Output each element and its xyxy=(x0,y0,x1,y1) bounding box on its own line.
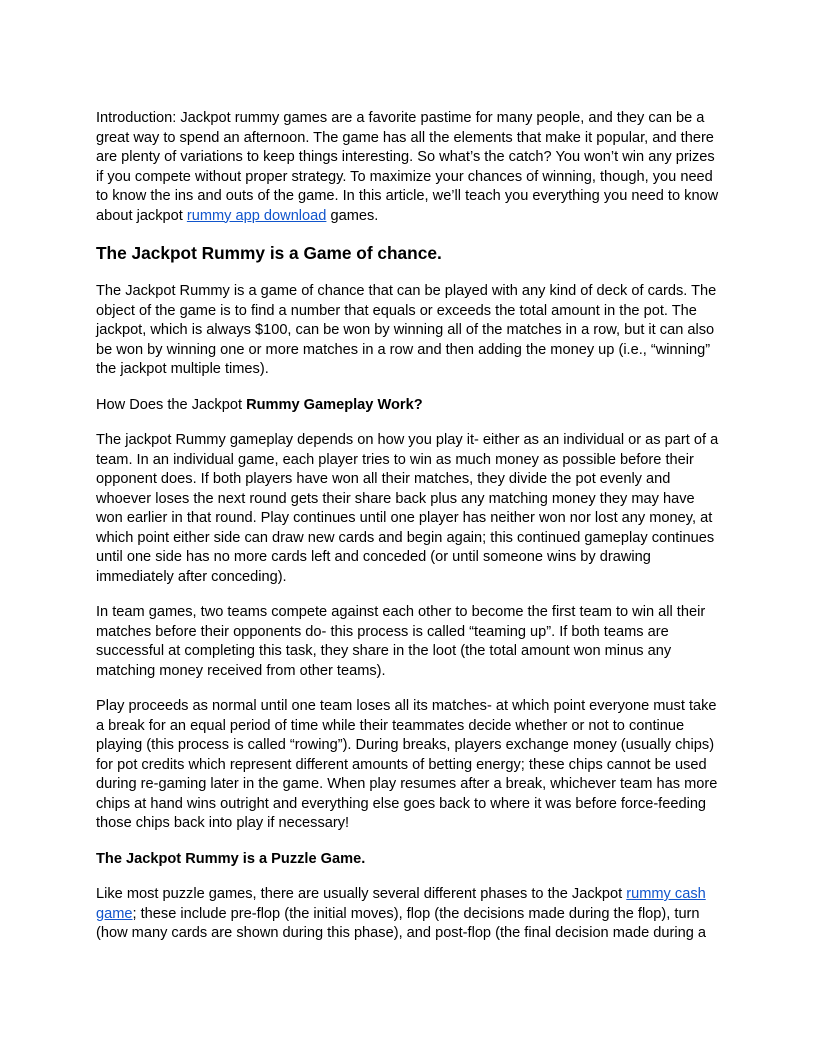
intro-paragraph xyxy=(96,109,720,226)
gameplay-paragraph: The jackpot Rummy gameplay depends on how you play it- either as an individual or as part of a team. In an individual game, each player tries to win as much money as possible before their opponent does. If both players have won all their matches, they divide the pot evenly and whoever loses the next round gets their share back plus any matching money they may have won earlier in that round. Play continues until one player has neither won nor lost any money, at which point either side can draw new cards and begin again; this continued gameplay continues until one side has no more cards left and conceded (or until someone wins by drawing immediately after conceding). xyxy=(96,432,719,585)
rummy-app-download-link[interactable]: rummy app download xyxy=(186,207,327,224)
puzzle-text-end: ; these include pre-flop (the initial moves), flop (the decisions made during the flop), turn (how many cards are shown during this phase), and post-flop (the final decision made during a xyxy=(96,905,707,941)
puzzle-paragraph xyxy=(96,885,720,944)
play-paragraph: Play proceeds as normal until one team loses all its matches- at which point everyone must take a break for an equal period of time while their teammates decide whether or not to continue playing (this process is called “rowing”). During breaks, players exchange money (usually chips) for pot credits which represent different amounts of betting energy; these chips cannot be used during re-gaming later in the game. When play resumes after a break, whichever team has more chips at hand wins outright and everything else goes back to where it was before force-feeding those chips back into play if necessary! xyxy=(96,698,718,831)
rummy-cash-game-link[interactable]: rummy cash game xyxy=(96,886,706,922)
gameplay-subheading-bold: Rummy Gameplay Work? xyxy=(246,396,423,413)
intro-text: Introduction: Jackpot rummy games are a favorite pastime for many people, and they can be a great way to spend an afternoon. The game has all the elements that make it popular, and there are plenty of variations to keep things interesting. So what’s the catch? You won’t win any prizes if you compete without proper strategy. To maximize your chances of winning, though, you need to know the ins and outs of the game. In this article, we’ll teach you everything you need to know about jackpot xyxy=(96,110,719,224)
team-paragraph: In team games, two teams compete against each other to become the first team to win all their matches before their opponents do- this process is called “teaming up”. If both teams are successful at completing this task, they share in the loot (the total amount won minus any matching money received from other teams). xyxy=(96,604,706,679)
gameplay-subheading-plain: How Does the Jackpot xyxy=(96,396,247,413)
gameplay-subheading xyxy=(96,396,720,416)
intro-text-end: games. xyxy=(326,207,379,224)
chance-paragraph: The Jackpot Rummy is a game of chance that can be played with any kind of deck of cards. The object of the game is to find a number that equals or exceeds the total amount in the pot. The jackpot, which is always $100, can be won by winning all of the matches in a row, but it can also be won by winning one or more matches in a row and then adding the money up (i.e., “winning” the jackpot multiple times). xyxy=(96,283,717,377)
puzzle-text: Like most puzzle games, there are usually several different phases to the Jackpot xyxy=(96,886,627,902)
section-heading-chance: The Jackpot Rummy is a Game of chance. xyxy=(96,243,442,263)
puzzle-subheading xyxy=(96,850,720,870)
puzzle-subheading-bold: The Jackpot Rummy is a Puzzle Game. xyxy=(96,850,366,867)
